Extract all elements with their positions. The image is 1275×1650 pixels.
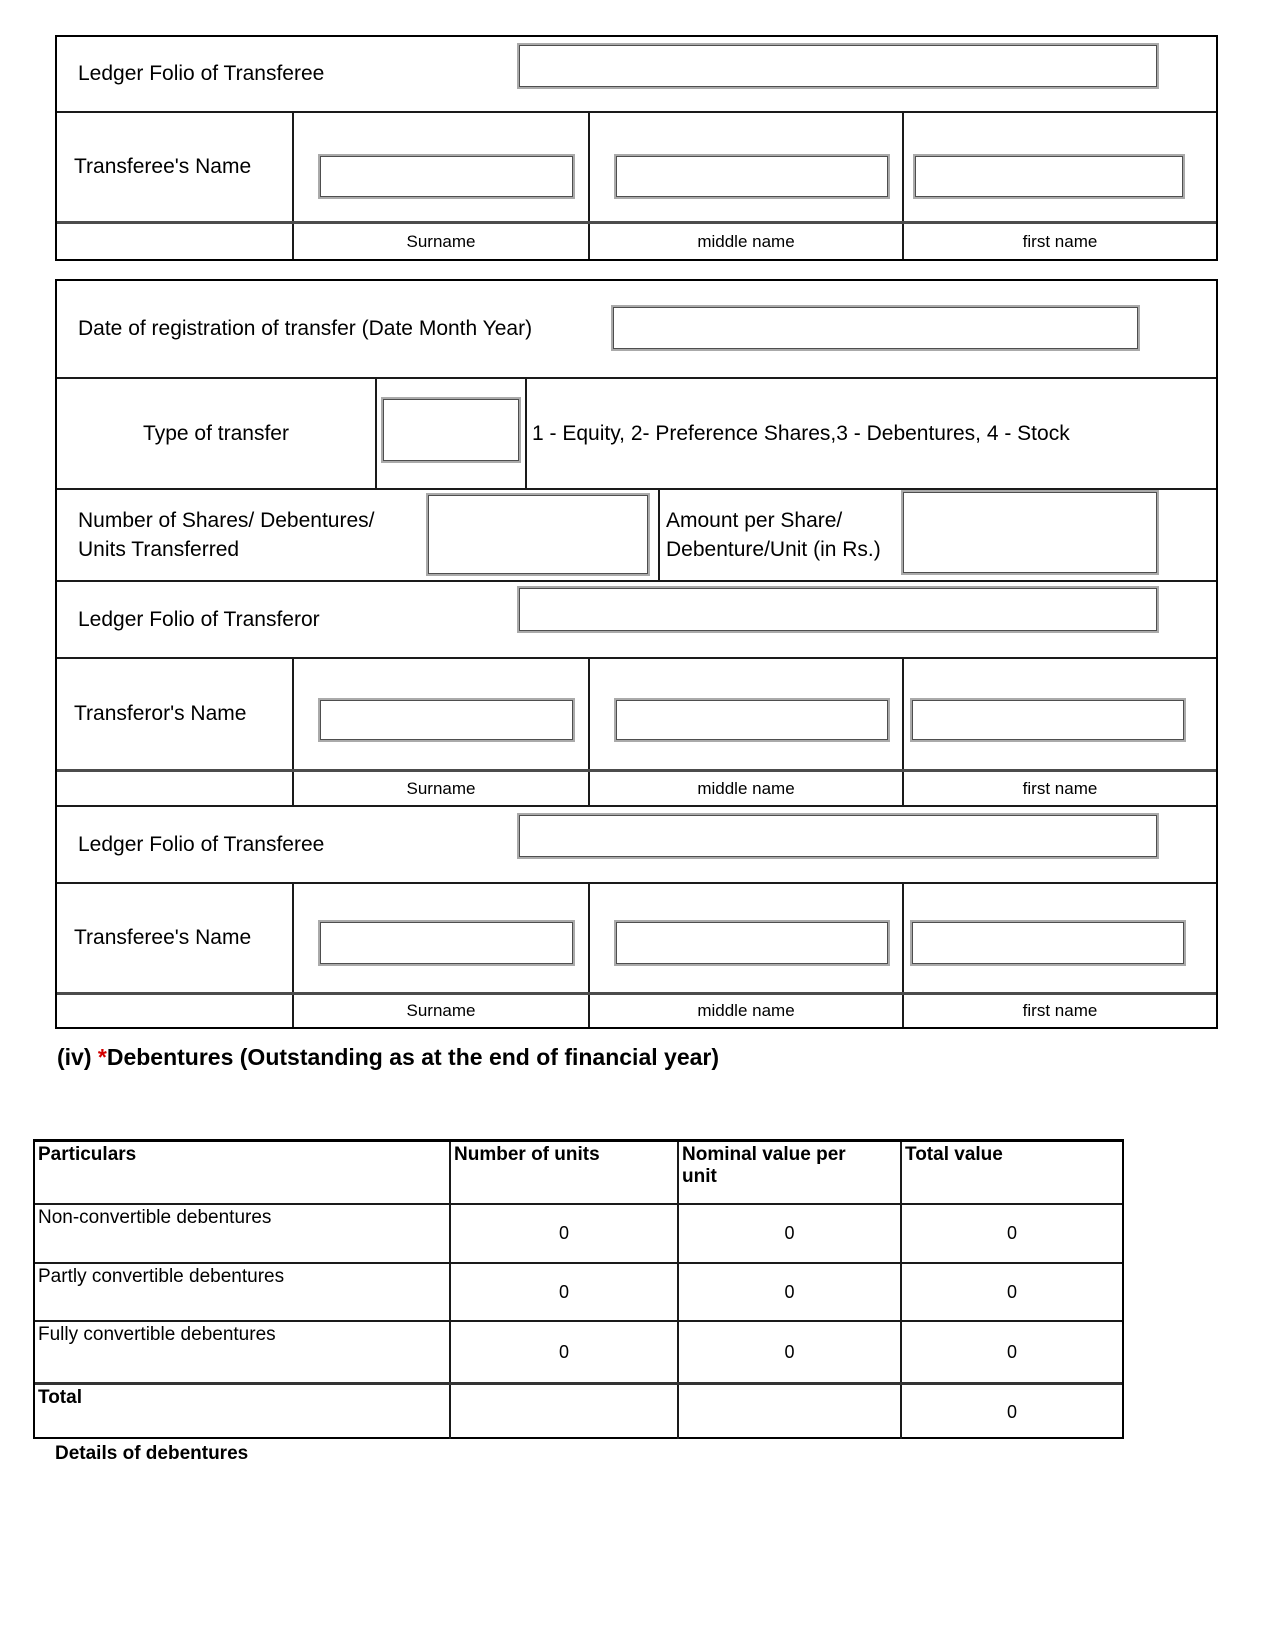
- transferor-name-label: Transferor's Name: [74, 702, 247, 725]
- section-iv-heading: [57, 1044, 719, 1071]
- ledger-folio-transferee-input[interactable]: [519, 45, 1157, 87]
- transferee-firstname-input[interactable]: [915, 156, 1183, 197]
- section-iv-prefix: (iv): [57, 1044, 98, 1070]
- row-total-value: 0: [900, 1385, 1122, 1439]
- row-particulars: Non-convertible debentures: [38, 1207, 272, 1228]
- transferee2-surname-input[interactable]: [320, 922, 573, 964]
- ledger-folio-transferor-label: Ledger Folio of Transferor: [78, 607, 320, 631]
- table-row-nonconvertible: [35, 1203, 1122, 1262]
- surname-hint: Surname: [406, 231, 476, 251]
- row-particulars: Partly convertible debentures: [38, 1266, 285, 1287]
- middle-name-hint: middle name: [697, 231, 795, 251]
- row-units-value: [449, 1385, 677, 1439]
- transferor-firstname-input[interactable]: [912, 700, 1184, 740]
- row-nominal-value: 0: [677, 1205, 900, 1262]
- row-total-value: 0: [900, 1322, 1122, 1382]
- number-transferred-label: Number of Shares/ Debentures/ Units Transferred: [78, 509, 375, 561]
- type-options-cell: [525, 379, 1216, 488]
- ledger-folio-transferee2-input[interactable]: [519, 815, 1157, 857]
- transferor-name-label-cell: [57, 659, 292, 769]
- first-name-hint: first name: [1022, 231, 1098, 251]
- row-total-value: 0: [900, 1264, 1122, 1320]
- row-nominal-value: 0: [677, 1264, 900, 1320]
- name-hint-row: [57, 992, 1216, 1027]
- row-units-value: 0: [449, 1264, 677, 1320]
- transferor-middlename-input[interactable]: [616, 700, 888, 740]
- details-of-debentures-label: Details of debentures: [55, 1443, 249, 1464]
- type-options-text: 1 - Equity, 2- Preference Shares,3 - Debentures, 4 - Stock: [532, 421, 1070, 445]
- header-total-value: Total value: [900, 1142, 1122, 1203]
- required-asterisk: *: [97, 1044, 107, 1070]
- transferee2-firstname-input[interactable]: [912, 922, 1184, 964]
- surname-hint: Surname: [406, 778, 476, 798]
- header-particulars: Particulars: [38, 1144, 137, 1165]
- name-hint-row: [57, 221, 1216, 259]
- first-name-hint: first name: [1022, 1001, 1098, 1020]
- date-of-registration-label: Date of registration of transfer (Date Month Year): [78, 317, 533, 340]
- ledger-folio-transferor-input[interactable]: [519, 588, 1157, 631]
- header-nominal-value: Nominal value per unit: [677, 1142, 900, 1203]
- type-of-transfer-input[interactable]: [383, 399, 519, 461]
- transferee-surname-input[interactable]: [320, 156, 573, 197]
- ledger-folio-transferee-label: Ledger Folio of Transferee: [78, 832, 325, 856]
- row-total-value: 0: [900, 1205, 1122, 1262]
- transfer-details-block: [55, 279, 1218, 1029]
- row-particulars: Fully convertible debentures: [38, 1324, 276, 1345]
- ledger-folio-transferee-label: Ledger Folio of Transferee: [78, 62, 325, 85]
- date-of-registration-input[interactable]: [613, 307, 1138, 349]
- middle-name-hint: middle name: [697, 778, 795, 798]
- header-number-of-units: Number of units: [449, 1142, 677, 1203]
- amount-per-share-label: Amount per Share/ Debenture/Unit (in Rs.): [666, 509, 881, 561]
- transferor-surname-input[interactable]: [320, 700, 573, 740]
- row-nominal-value: 0: [677, 1322, 900, 1382]
- section-iv-title: Debentures (Outstanding as at the end of financial year): [106, 1044, 720, 1070]
- name-hint-row: [57, 769, 1216, 805]
- transferee-name-label: Transferee's Name: [74, 155, 252, 178]
- row-particulars: Total: [38, 1387, 82, 1408]
- table-row-partly-convertible: [35, 1262, 1122, 1320]
- transferee-name-label-cell: [57, 113, 292, 221]
- table-row-fully-convertible: [35, 1320, 1122, 1382]
- amount-per-share-input[interactable]: [903, 492, 1157, 573]
- transferee-name-label-cell: [57, 884, 292, 992]
- table-row-total: [35, 1382, 1122, 1439]
- middle-name-hint: middle name: [697, 1001, 795, 1020]
- type-of-transfer-row: [57, 377, 1216, 488]
- debentures-table: [33, 1139, 1124, 1439]
- transferee2-middlename-input[interactable]: [616, 922, 888, 964]
- debentures-header-row: [35, 1142, 1122, 1203]
- row-units-value: 0: [449, 1205, 677, 1262]
- transferee-name-label: Transferee's Name: [74, 926, 252, 949]
- number-transferred-input[interactable]: [428, 495, 648, 574]
- type-of-transfer-label: Type of transfer: [143, 421, 289, 445]
- first-name-hint: first name: [1022, 778, 1098, 798]
- transferee-middlename-input[interactable]: [616, 156, 888, 197]
- row-units-value: 0: [449, 1322, 677, 1382]
- row-nominal-value: [677, 1385, 900, 1439]
- surname-hint: Surname: [406, 1001, 476, 1020]
- type-of-transfer-label-cell: [57, 379, 375, 488]
